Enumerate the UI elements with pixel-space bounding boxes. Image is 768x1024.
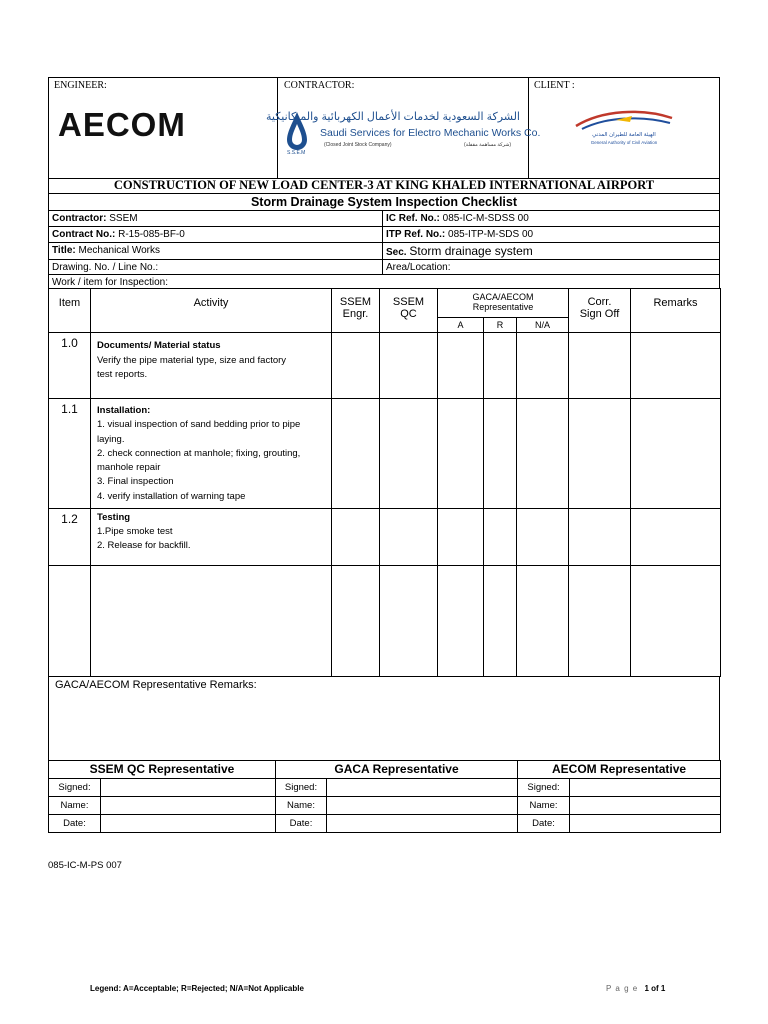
gaca-signed-field[interactable] bbox=[327, 779, 518, 797]
row-activity-heading: Documents/ Material status bbox=[97, 340, 221, 351]
cell-remarks[interactable] bbox=[631, 333, 721, 399]
cell-corr-sign-off[interactable] bbox=[569, 399, 631, 509]
table-row bbox=[49, 399, 721, 509]
header-divider-1 bbox=[277, 77, 278, 179]
cell-a[interactable] bbox=[438, 333, 484, 399]
client-label: CLIENT : bbox=[534, 80, 575, 91]
col-ssem-qc: SSEM QC bbox=[380, 289, 438, 333]
checklist-title: Storm Drainage System Inspection Checklist bbox=[48, 193, 720, 211]
cell-ssem-engr[interactable] bbox=[332, 333, 380, 399]
cell-corr-sign-off[interactable] bbox=[569, 333, 631, 399]
col-gaca-aecom bbox=[438, 289, 569, 318]
project-title: CONSTRUCTION OF NEW LOAD CENTER-3 AT KING KHALED INTERNATIONAL AIRPORT bbox=[48, 178, 720, 194]
contractor-field bbox=[48, 211, 138, 224]
date-label: Date: bbox=[276, 815, 327, 833]
col-remarks: Remarks bbox=[631, 289, 721, 333]
cell-a[interactable] bbox=[438, 509, 484, 566]
date-label: Date: bbox=[518, 815, 570, 833]
gaca-logo-arabic: الهيئة العامة للطيران المدني bbox=[592, 132, 656, 138]
cell-ssem-qc[interactable] bbox=[380, 399, 438, 509]
signed-row bbox=[49, 779, 721, 797]
cell-remarks[interactable] bbox=[631, 509, 721, 566]
page-number: 1 of 1 bbox=[644, 984, 666, 993]
itp-ref-label: ITP Ref. No.: bbox=[386, 229, 446, 240]
ic-ref-label: IC Ref. No.: bbox=[386, 213, 440, 224]
cell-ssem-engr[interactable] bbox=[332, 509, 380, 566]
area-label: Area/Location: bbox=[386, 262, 451, 273]
aecom-rep-heading: AECOM Representative bbox=[518, 761, 721, 779]
table-row-empty bbox=[49, 566, 721, 677]
gaca-name-field[interactable] bbox=[327, 797, 518, 815]
cell-ssem-qc[interactable] bbox=[380, 333, 438, 399]
signed-label: Signed: bbox=[49, 779, 101, 797]
ssem-logo bbox=[265, 110, 541, 165]
row-activity-line: test reports. bbox=[97, 369, 148, 380]
table-header-row bbox=[49, 289, 721, 318]
col-na: N/A bbox=[517, 318, 569, 333]
row-activity-heading: Testing bbox=[97, 512, 131, 523]
cell-na[interactable] bbox=[517, 333, 569, 399]
title-label: Title: bbox=[52, 245, 76, 256]
cell-na[interactable] bbox=[517, 509, 569, 566]
page-indicator bbox=[606, 984, 665, 993]
row-activity-line: 4. verify installation of warning tape bbox=[97, 490, 246, 502]
ssem-logo-sub-en: (Closed Joint Stock Company) bbox=[324, 142, 392, 148]
cell-ssem-qc[interactable] bbox=[380, 566, 438, 677]
signature-table bbox=[48, 760, 721, 833]
ssem-logo-arabic: الشركة السعودية لخدمات الأعمال الكهربائية والميكانيكية bbox=[265, 111, 520, 123]
aecom-date-field[interactable] bbox=[570, 815, 721, 833]
table-row bbox=[49, 509, 721, 566]
drawing-label: Drawing. No. / Line No.: bbox=[52, 262, 159, 273]
signed-label: Signed: bbox=[276, 779, 327, 797]
cell-na[interactable] bbox=[517, 399, 569, 509]
row-item-number: 1.0 bbox=[49, 333, 91, 399]
itp-ref-value: 085-ITP-M-SDS 00 bbox=[448, 229, 534, 240]
cell-corr-sign-off[interactable] bbox=[569, 509, 631, 566]
row-activity-line: manhole repair bbox=[97, 462, 161, 474]
cell-remarks[interactable] bbox=[631, 399, 721, 509]
contract-field bbox=[48, 227, 185, 240]
cell-r[interactable] bbox=[484, 333, 517, 399]
col-ssem-engr: SSEM Engr. bbox=[332, 289, 380, 333]
gaca-date-field[interactable] bbox=[327, 815, 518, 833]
cell-na[interactable] bbox=[517, 566, 569, 677]
doc-code: 085-IC-M-PS 007 bbox=[48, 860, 122, 871]
itp-ref-field bbox=[382, 227, 533, 240]
row-activity-line: 1.Pipe smoke test bbox=[97, 526, 173, 537]
gaca-logo bbox=[566, 110, 682, 150]
row-activity-line: laying. bbox=[97, 433, 125, 445]
ic-ref-field bbox=[382, 211, 529, 224]
cell-activity[interactable] bbox=[91, 566, 332, 677]
ssem-name-field[interactable] bbox=[101, 797, 276, 815]
legend: Legend: A=Acceptable; R=Rejected; N/A=Not Applicable bbox=[90, 984, 304, 993]
col-corr-sign-off: Corr. Sign Off bbox=[569, 289, 631, 333]
ssem-date-field[interactable] bbox=[101, 815, 276, 833]
cell-item[interactable] bbox=[49, 566, 91, 677]
aecom-name-field[interactable] bbox=[570, 797, 721, 815]
page-word: P a g e bbox=[606, 984, 639, 993]
remarks-label: GACA/AECOM Representative Remarks: bbox=[55, 679, 257, 691]
cell-r[interactable] bbox=[484, 509, 517, 566]
ssem-logo-english: Saudi Services for Electro Mechanic Works Co. bbox=[320, 127, 541, 139]
sec-label: Sec. bbox=[386, 247, 407, 258]
contractor-label: CONTRACTOR: bbox=[284, 80, 355, 91]
col-gaca-aecom-label: GACA/AECOM bbox=[472, 292, 534, 302]
remarks-box[interactable] bbox=[48, 677, 720, 761]
title-field bbox=[48, 243, 160, 256]
cell-ssem-engr[interactable] bbox=[332, 399, 380, 509]
cell-r[interactable] bbox=[484, 566, 517, 677]
row-activity-line: 2. Release for backfill. bbox=[97, 540, 191, 551]
row-activity-line: 2. check connection at manhole; fixing, grouting, bbox=[97, 447, 301, 459]
signed-label: Signed: bbox=[518, 779, 570, 797]
row-item-number: 1.2 bbox=[49, 509, 91, 566]
date-row bbox=[49, 815, 721, 833]
col-a: A bbox=[438, 318, 484, 333]
sec-value: Storm drainage system bbox=[409, 244, 533, 258]
cell-remarks[interactable] bbox=[631, 566, 721, 677]
name-row bbox=[49, 797, 721, 815]
cell-ssem-qc[interactable] bbox=[380, 509, 438, 566]
gaca-rep-heading: GACA Representative bbox=[276, 761, 518, 779]
aecom-logo: AECOM bbox=[58, 106, 186, 143]
inspection-table bbox=[48, 288, 721, 677]
col-representative-label: Representative bbox=[472, 302, 534, 312]
engineer-label: ENGINEER: bbox=[54, 80, 107, 91]
sec-field bbox=[382, 242, 533, 258]
row-activity bbox=[91, 509, 332, 566]
ssem-signed-field[interactable] bbox=[101, 779, 276, 797]
cell-corr-sign-off[interactable] bbox=[569, 566, 631, 677]
row-activity-line: 3. Final inspection bbox=[97, 476, 174, 488]
aecom-signed-field[interactable] bbox=[570, 779, 721, 797]
ssem-qc-rep-heading: SSEM QC Representative bbox=[49, 761, 276, 779]
cell-a[interactable] bbox=[438, 566, 484, 677]
col-r: R bbox=[484, 318, 517, 333]
name-label: Name: bbox=[518, 797, 570, 815]
row-item-number: 1.1 bbox=[49, 399, 91, 509]
name-label: Name: bbox=[276, 797, 327, 815]
signature-header-row bbox=[49, 761, 721, 779]
cell-r[interactable] bbox=[484, 399, 517, 509]
contract-value: R-15-085-BF-0 bbox=[118, 229, 185, 240]
gaca-emblem-icon bbox=[572, 110, 676, 132]
cell-ssem-engr[interactable] bbox=[332, 566, 380, 677]
contractor-field-label: Contractor: bbox=[52, 213, 107, 224]
work-label: Work / item for Inspection: bbox=[52, 277, 168, 288]
contractor-field-value: SSEM bbox=[109, 213, 138, 224]
ic-ref-value: 085-IC-M-SDSS 00 bbox=[442, 213, 529, 224]
row-activity bbox=[91, 333, 332, 399]
ssem-logo-sub-ar: (شركة مساهمة مقفلة) bbox=[464, 142, 512, 148]
col-item: Item bbox=[49, 289, 91, 333]
ssem-badge: S.S.E.M bbox=[287, 150, 306, 156]
row-activity-line: Verify the pipe material type, size and factory bbox=[97, 354, 287, 366]
cell-a[interactable] bbox=[438, 399, 484, 509]
contract-label: Contract No.: bbox=[52, 229, 116, 240]
row-activity-line: 1. visual inspection of sand bedding prior to pipe bbox=[97, 419, 301, 431]
date-label: Date: bbox=[49, 815, 101, 833]
row-activity bbox=[91, 399, 332, 509]
col-activity: Activity bbox=[91, 289, 332, 333]
row-activity-heading: Installation: bbox=[97, 405, 151, 416]
gaca-logo-english: General Authority of Civil Aviation bbox=[590, 140, 658, 145]
name-label: Name: bbox=[49, 797, 101, 815]
table-row bbox=[49, 333, 721, 399]
title-value: Mechanical Works bbox=[78, 245, 161, 256]
